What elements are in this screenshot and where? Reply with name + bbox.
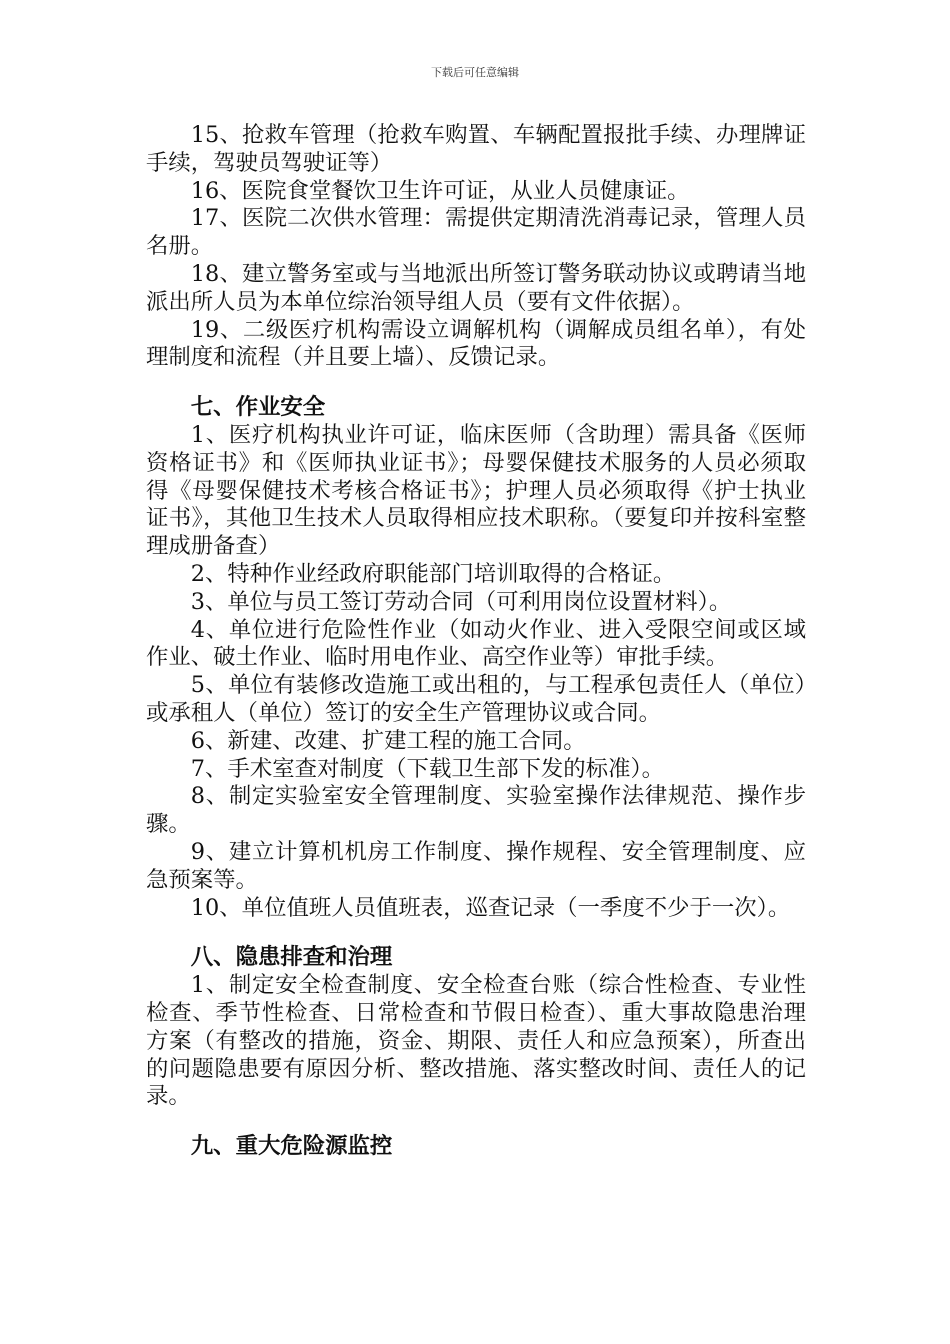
section7-paragraph-9: 9、建立计算机机房工作制度、操作规程、安全管理制度、应急预案等。 [146, 838, 806, 893]
section7-paragraph-8: 8、制定实验室安全管理制度、实验室操作法律规范、操作步骤。 [146, 783, 806, 838]
page-header: 下载后可任意编辑 [431, 66, 519, 79]
section7-paragraph-5: 5、单位有装修改造施工或出租的，与工程承包责任人（单位）或承租人（单位）签订的安全生产管理协议或合同。 [146, 672, 806, 726]
section7-paragraph-1: 1、医疗机构执业许可证，临床医师（含助理）需具备《医师资格证书》和《医师执业证书》；母婴保健技术服务的人员必须取得《母婴保健技术考核合格证书》；护理人员必须取得《护士执业证书》，其他卫生技术人员取得相应技术职称。（要复印并按科室整理成册备查） [146, 421, 806, 560]
paragraph-15: 15、抢救车管理（抢救车购置、车辆配置报批手续、办理牌证手续，驾驶员驾驶证等） [146, 122, 806, 176]
paragraph-17: 17、医院二次供水管理：需提供定期清洗消毒记录，管理人员名册。 [146, 205, 806, 260]
paragraph-19: 19、二级医疗机构需设立调解机构（调解成员组名单），有处理制度和流程（并且要上墙）、反馈记录。 [146, 316, 806, 371]
document-body [146, 122, 806, 1161]
section7-paragraph-3: 3、单位与员工签订劳动合同（可利用岗位设置材料）。 [190, 588, 732, 615]
section7-paragraph-10: 10、单位值班人员值班表，巡查记录（一季度不少于一次）。 [190, 894, 791, 921]
paragraph-18: 18、建立警务室或与当地派出所签订警务联动协议或聘请当地派出所人员为本单位综治领导组人员（要有文件依据）。 [146, 260, 806, 315]
section7-paragraph-7: 7、手术室查对制度（下载卫生部下发的标准）。 [190, 755, 665, 782]
section-heading-9: 九、重大危险源监控 [190, 1133, 393, 1160]
section7-paragraph-2: 2、特种作业经政府职能部门培训取得的合格证。 [190, 560, 676, 587]
paragraph-16: 16、医院食堂餐饮卫生许可证，从业人员健康证。 [190, 177, 690, 204]
section7-paragraph-6: 6、新建、改建、扩建工程的施工合同。 [190, 727, 586, 754]
section7-paragraph-4: 4、单位进行危险性作业（如动火作业、进入受限空间或区域作业、破土作业、临时用电作业、高空作业等）审批手续。 [146, 616, 806, 671]
section-heading-8: 八、隐患排查和治理 [190, 944, 393, 971]
section-heading-7: 七、作业安全 [190, 394, 326, 421]
section8-paragraph-1: 1、制定安全检查制度、安全检查台账（综合性检查、专业性检查、季节性检查、日常检查和节假日检查）、重大事故隐患治理方案（有整改的措施，资金、期限、责任人和应急预案），所查出的问题隐患要有原因分析、整改措施、落实整改时间、责任人的记录。 [146, 972, 806, 1110]
